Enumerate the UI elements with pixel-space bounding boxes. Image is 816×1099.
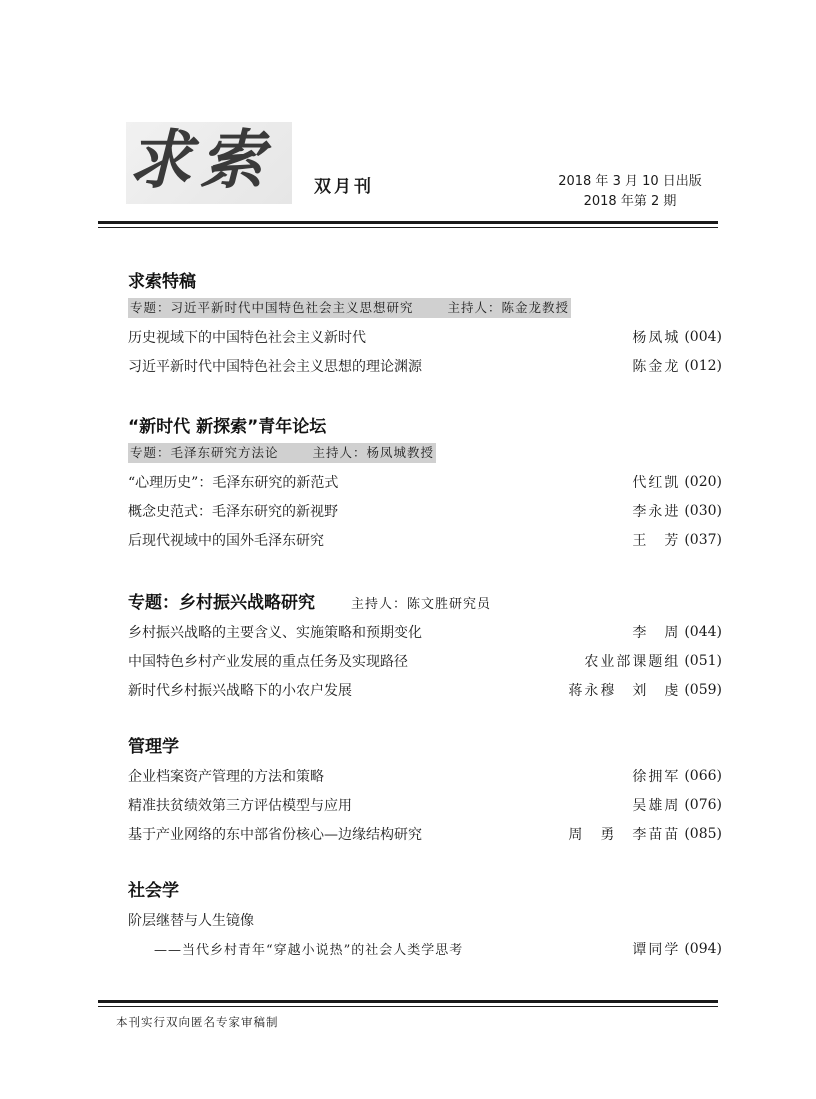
article-row[interactable]	[128, 646, 722, 675]
article-title[interactable]: 精准扶贫绩效第三方评估模型与应用	[128, 797, 352, 814]
article-title[interactable]: 乡村振兴战略的主要含义、实施策略和预期变化	[128, 624, 422, 641]
article-title[interactable]: 后现代视域中的国外毛泽东研究	[128, 532, 324, 549]
publish-date: 2018 年 3 月 10 日出版	[558, 174, 702, 189]
section-title: “新时代 新探索”青年论坛	[128, 417, 327, 437]
header-rule-thin	[98, 227, 718, 228]
article-page: (085)	[684, 825, 722, 842]
article-row[interactable]	[128, 322, 722, 351]
article-row[interactable]	[128, 617, 722, 646]
article-title[interactable]: 习近平新时代中国特色社会主义思想的理论渊源	[128, 358, 422, 375]
section-qiusuo-tegao	[128, 268, 722, 380]
footer-note: 本刊实行双向匿名专家审稿制	[116, 1015, 279, 1029]
article-row[interactable]	[128, 675, 722, 704]
article-row[interactable]	[128, 351, 722, 380]
article-page: (020)	[684, 473, 722, 490]
article-author: 徐拥军	[632, 768, 681, 785]
article-row[interactable]	[128, 467, 722, 496]
article-subtitle-row[interactable]	[128, 934, 722, 963]
article-author: 吴雄周	[632, 797, 681, 814]
host-label: 主持人：陈文胜研究员	[351, 597, 492, 612]
article-row[interactable]	[128, 496, 722, 525]
section-sociology	[128, 877, 722, 963]
article-subtitle[interactable]: ——当代乡村青年“穿越小说热”的社会人类学思考	[154, 943, 464, 958]
journal-logo: 求索	[128, 123, 272, 198]
section-management	[128, 733, 722, 848]
article-author: 农业部课题组	[584, 653, 681, 670]
topic-label: 专题：习近平新时代中国特色社会主义思想研究	[130, 300, 414, 315]
article-row[interactable]	[128, 905, 722, 934]
issue-number: 2018 年第 2 期	[583, 194, 677, 209]
article-title[interactable]: 概念史范式：毛泽东研究的新视野	[128, 503, 338, 520]
article-page: (059)	[684, 681, 722, 698]
article-author: 蒋永穆 刘 虔	[568, 682, 681, 699]
article-page: (044)	[684, 623, 722, 640]
topic-bar	[128, 298, 571, 318]
article-author: 李 周	[632, 624, 681, 641]
article-page: (066)	[684, 767, 722, 784]
article-author: 代红凯	[632, 474, 681, 491]
section-youth-forum	[128, 413, 722, 554]
section-title: 求索特稿	[128, 272, 196, 292]
article-title[interactable]: 阶层继替与人生镜像	[128, 912, 254, 929]
article-title[interactable]: 历史视域下的中国特色社会主义新时代	[128, 329, 366, 346]
article-title[interactable]: 新时代乡村振兴战略下的小农户发展	[128, 682, 352, 699]
article-page: (030)	[684, 502, 722, 519]
article-author: 谭同学	[632, 941, 681, 958]
topic-bar	[128, 443, 436, 463]
footer-rule-thin	[98, 1006, 718, 1007]
article-title[interactable]: 企业档案资产管理的方法和策略	[128, 768, 324, 785]
host-label: 主持人：陈金龙教授	[447, 300, 570, 315]
journal-frequency: 双月刊	[314, 177, 374, 197]
article-row[interactable]	[128, 819, 722, 848]
article-row[interactable]	[128, 525, 722, 554]
article-row[interactable]	[128, 761, 722, 790]
article-title[interactable]: “心理历史”：毛泽东研究的新范式	[128, 474, 339, 491]
section-title: 管理学	[128, 737, 179, 757]
article-page: (076)	[684, 796, 722, 813]
article-author: 周 勇 李苗苗	[568, 826, 681, 843]
section-title	[128, 589, 722, 617]
header-rule-thick	[98, 221, 718, 224]
article-page: (094)	[684, 940, 722, 957]
article-author: 李永进	[632, 503, 681, 520]
article-row[interactable]	[128, 790, 722, 819]
article-author: 陈金龙	[632, 358, 681, 375]
article-page: (012)	[684, 357, 722, 374]
section-title: 社会学	[128, 881, 179, 901]
host-label: 主持人：杨凤城教授	[312, 445, 435, 460]
article-author: 杨凤城	[632, 329, 681, 346]
article-page: (051)	[684, 652, 722, 669]
article-title[interactable]: 中国特色乡村产业发展的重点任务及实现路径	[128, 653, 408, 670]
section-title-text: 专题：乡村振兴战略研究	[128, 593, 315, 613]
issue-info	[540, 172, 720, 212]
section-rural-revitalization	[128, 589, 722, 704]
article-page: (037)	[684, 531, 722, 548]
topic-label: 专题：毛泽东研究方法论	[130, 445, 279, 460]
article-author: 王 芳	[632, 532, 681, 549]
footer-rule-thick	[98, 1000, 718, 1003]
article-title[interactable]: 基于产业网络的东中部省份核心—边缘结构研究	[128, 826, 422, 843]
article-page: (004)	[684, 328, 722, 345]
